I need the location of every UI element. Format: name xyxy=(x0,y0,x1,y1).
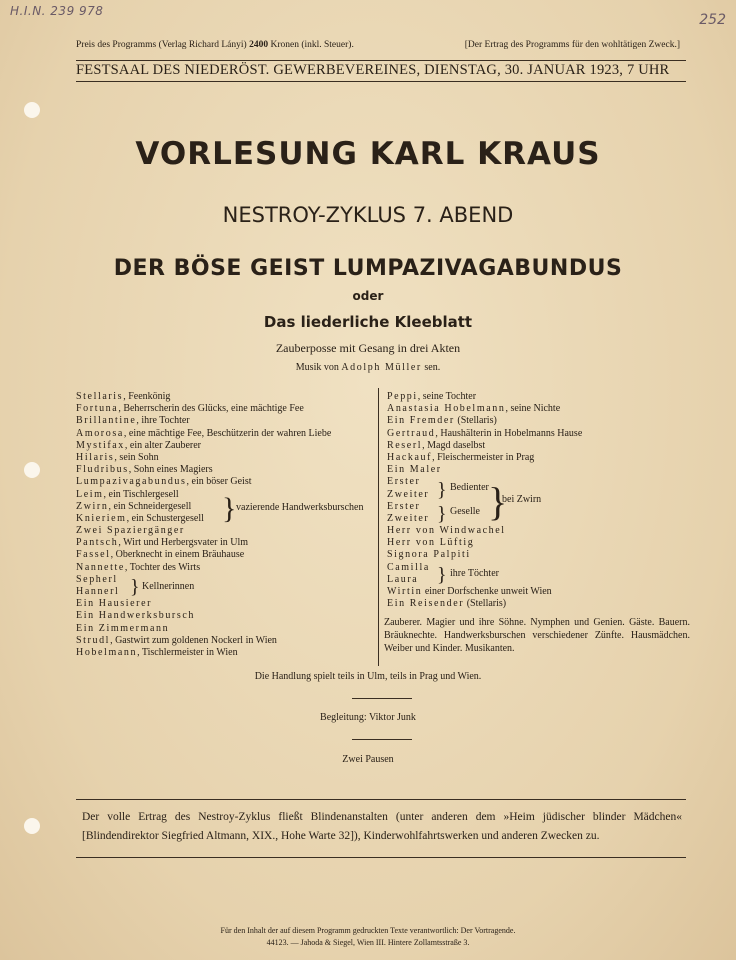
header-rule-bottom xyxy=(76,81,686,82)
cast-name: Mystifax xyxy=(76,439,125,451)
cast-name: Fludribus xyxy=(76,464,129,476)
cast-name: Herr von Windwachel xyxy=(387,525,506,537)
separator-rule xyxy=(352,698,412,699)
cast-name: Laura xyxy=(387,573,419,585)
cast-row xyxy=(76,464,376,476)
cast-row xyxy=(76,403,376,415)
cast-role: , Gastwirt zum goldenen Nockerl in Wien xyxy=(110,634,277,646)
cast-name: Pantsch xyxy=(76,537,119,549)
cast-row xyxy=(76,574,376,586)
setting-line: Die Handlung spielt teils in Ulm, teils in Prag und Wien. xyxy=(254,671,482,682)
cast-row xyxy=(76,452,376,464)
page-title: VORLESUNG KARL KRAUS xyxy=(135,136,601,172)
cast-row xyxy=(76,610,376,622)
price-line: Preis des Programms (Verlag Richard Lányi) 2400 Kronen (inkl. Steuer). xyxy=(76,40,354,50)
cast-name: Zweiter xyxy=(387,512,430,524)
column-divider xyxy=(378,388,379,666)
play-title: DER BÖSE GEIST LUMPAZIVAGABUNDUS xyxy=(113,256,623,281)
cast-name: Ein Fremder xyxy=(387,415,455,427)
cast-row xyxy=(76,549,376,561)
cast-row xyxy=(387,574,687,586)
imprint-line-1: Für den Inhalt der auf diesem Programm gedruckten Texte verantwortlich: Der Vortragende. xyxy=(220,926,516,935)
cast-row xyxy=(76,476,376,488)
cast-name: Hilaris xyxy=(76,451,115,463)
cast-row xyxy=(387,598,687,610)
brace-at-zwirn: } xyxy=(488,479,508,524)
cast-name: Peppi xyxy=(387,391,418,402)
cast-row xyxy=(76,635,376,647)
cast-name: Zweiter xyxy=(387,488,430,500)
cast-name: Hannerl xyxy=(76,586,120,597)
cast-row xyxy=(76,428,376,440)
punch-hole xyxy=(24,818,40,834)
cast-name: Hobelmann xyxy=(76,646,138,658)
cast-role: , Oberknecht in einem Bräuhause xyxy=(110,549,245,561)
cast-role: , Wirt und Herbergsvater in Ulm xyxy=(118,537,249,549)
cast-name: Zwei Spaziergänger xyxy=(76,525,185,537)
cast-role: (Stellaris) xyxy=(454,415,497,427)
cast-name: Ein Zimmermann xyxy=(76,622,170,634)
cast-list-left xyxy=(76,391,376,659)
cast-row xyxy=(76,391,376,403)
cast-row xyxy=(76,623,376,635)
cast-name: Fassel xyxy=(76,549,111,561)
cast-name: Wirtin xyxy=(387,586,423,597)
cast-role: , Tochter des Wirts xyxy=(124,561,201,573)
accompaniment-line: Begleitung: Viktor Junk xyxy=(320,712,416,723)
music-credit: Musik von Adolph Müller sen. xyxy=(295,362,441,373)
charity-note: [Der Ertrag des Programms für den wohltätigen Zweck.] xyxy=(464,40,680,50)
cast-name: Ein Handwerksbursch xyxy=(76,610,195,622)
cast-row xyxy=(387,549,687,561)
cast-role: , Magd daselbst xyxy=(422,439,486,451)
cast-row xyxy=(387,562,687,574)
cast-role: , eine mächtige Fee, Beschützerin der wahren Liebe xyxy=(123,427,332,439)
cast-name: Camilla xyxy=(387,561,430,573)
cast-role: (Stellaris) xyxy=(464,598,507,610)
cast-name: Strudl xyxy=(76,634,111,646)
cast-row xyxy=(76,415,376,427)
footer-rule-top xyxy=(76,799,686,800)
brace-servants: } xyxy=(437,479,447,501)
brace-journeymen: } xyxy=(222,492,237,525)
cast-name: Ein Reisender xyxy=(387,598,465,610)
cast-row xyxy=(76,525,376,537)
cast-row xyxy=(387,428,687,440)
page-number: 252 xyxy=(699,12,726,28)
cast-name: Herr von Lüftig xyxy=(387,537,475,549)
cast-name: Erster xyxy=(387,500,421,512)
cast-row xyxy=(387,452,687,464)
group-label-journeyman: Geselle xyxy=(450,506,480,517)
cast-row xyxy=(387,403,687,415)
cast-role: , ein böser Geist xyxy=(186,476,252,488)
cast-role: , Feenkönig xyxy=(123,391,171,402)
or-connector: oder xyxy=(352,289,384,303)
cast-role: , seine Tochter xyxy=(417,391,477,402)
cast-name: Nannette xyxy=(76,561,125,573)
cast-name: Sepherl xyxy=(76,573,118,585)
cast-role: , Tischlermeister in Wien xyxy=(137,646,238,658)
cast-role: , ein alter Zauberer xyxy=(124,439,201,451)
cast-role: , ein Schneidergesell xyxy=(108,500,192,512)
cast-row xyxy=(387,440,687,452)
cast-row xyxy=(387,415,687,427)
cast-role: einer Dorfschenke unweit Wien xyxy=(422,586,552,597)
group-label-waitresses: Kellnerinnen xyxy=(142,581,195,592)
cast-name: Stellaris xyxy=(76,391,124,402)
cast-row xyxy=(76,586,376,598)
footer-rule-bottom xyxy=(76,857,686,858)
cast-name: Ein Maler xyxy=(387,464,442,476)
cast-role: , seine Nichte xyxy=(505,403,561,415)
cast-role: , Fleischermeister in Prag xyxy=(432,451,535,463)
cast-name: Knieriem xyxy=(76,512,127,524)
cast-name: Anastasia Hobelmann xyxy=(387,403,506,415)
cast-name: Lumpazivagabundus xyxy=(76,476,187,488)
cast-name: Reserl xyxy=(387,439,423,451)
group-label-at-zwirn: bei Zwirn xyxy=(502,494,542,505)
cast-name: Brillantine xyxy=(76,415,137,427)
imprint-line-2: 44123. — Jahoda & Siegel, Wien III. Hintere Zollamtsstraße 3. xyxy=(266,938,470,947)
cast-row xyxy=(387,537,687,549)
brace-daughters: } xyxy=(437,564,447,586)
intervals-line: Zwei Pausen xyxy=(342,754,394,765)
cast-name: Leim xyxy=(76,488,104,500)
cast-row xyxy=(387,476,687,488)
archive-mark: H.I.N. 239 978 xyxy=(10,4,104,18)
cast-name: Amorosa xyxy=(76,427,124,439)
cycle-title: NESTROY-ZYKLUS 7. ABEND xyxy=(222,203,514,227)
cast-name: Zwirn xyxy=(76,500,109,512)
brace-waitresses: } xyxy=(130,576,140,598)
cast-role: , ihre Tochter xyxy=(136,415,190,427)
cast-name: Hackauf xyxy=(387,451,433,463)
group-label-journeymen: vazierende Handwerksburschen xyxy=(236,502,364,513)
punch-hole xyxy=(24,462,40,478)
cast-row xyxy=(76,537,376,549)
cast-row xyxy=(387,513,687,525)
cast-row xyxy=(387,525,687,537)
cast-role: , ein Schustergesell xyxy=(126,512,204,524)
footer-paragraph: Der volle Ertrag des Nestroy-Zyklus fließt Blindenanstalten (unter anderen dem »Heim jüdischer blinder Mädchen« [Blindendirektor Siegfried Altmann, XIX., Hohe Warte 32]), Kinderwohlfahrtswerken und anderen Zwecken zu. xyxy=(82,811,682,842)
cast-role: , Haushälterin in Hobelmanns Hause xyxy=(435,427,583,439)
cast-row xyxy=(76,562,376,574)
cast-row xyxy=(387,464,687,476)
group-label-daughters: ihre Töchter xyxy=(450,568,499,579)
cast-name: Erster xyxy=(387,476,421,488)
cast-role: , Sohn eines Magiers xyxy=(128,464,213,476)
cast-row xyxy=(387,586,687,598)
punch-hole xyxy=(24,102,40,118)
cast-row xyxy=(76,440,376,452)
cast-role: , Beherrscherin des Glücks, eine mächtige Fee xyxy=(118,403,304,415)
separator-rule xyxy=(352,739,412,740)
header-rule-top xyxy=(76,60,686,61)
cast-role: , sein Sohn xyxy=(114,451,159,463)
cast-name: Gertraud xyxy=(387,427,436,439)
cast-name: Fortuna xyxy=(76,403,119,415)
cast-row xyxy=(387,391,687,403)
group-label-servants: Bedienter xyxy=(450,482,489,493)
genre-line: Zauberposse mit Gesang in drei Akten xyxy=(275,341,461,355)
extras-note: Zauberer. Magier und ihre Söhne. Nymphen und Genien. Gäste. Bauern. Bräuknechte. Handwerksburschen verschiedener Zünfte. Hausmädchen. Weiber und Kinder. Musikanten. xyxy=(384,617,690,654)
cast-row xyxy=(76,598,376,610)
play-subtitle: Das liederliche Kleeblatt xyxy=(263,313,473,331)
cast-role: , ein Tischlergesell xyxy=(103,488,179,500)
cast-row xyxy=(76,647,376,659)
venue-line: FESTSAAL DES NIEDERÖST. GEWERBEVEREINES, DIENSTAG, 30. JANUAR 1923, 7 UHR xyxy=(76,62,670,78)
cast-name: Ein Hausierer xyxy=(76,598,153,610)
brace-journeyman: } xyxy=(437,503,447,525)
cast-name: Signora Palpiti xyxy=(387,549,471,561)
